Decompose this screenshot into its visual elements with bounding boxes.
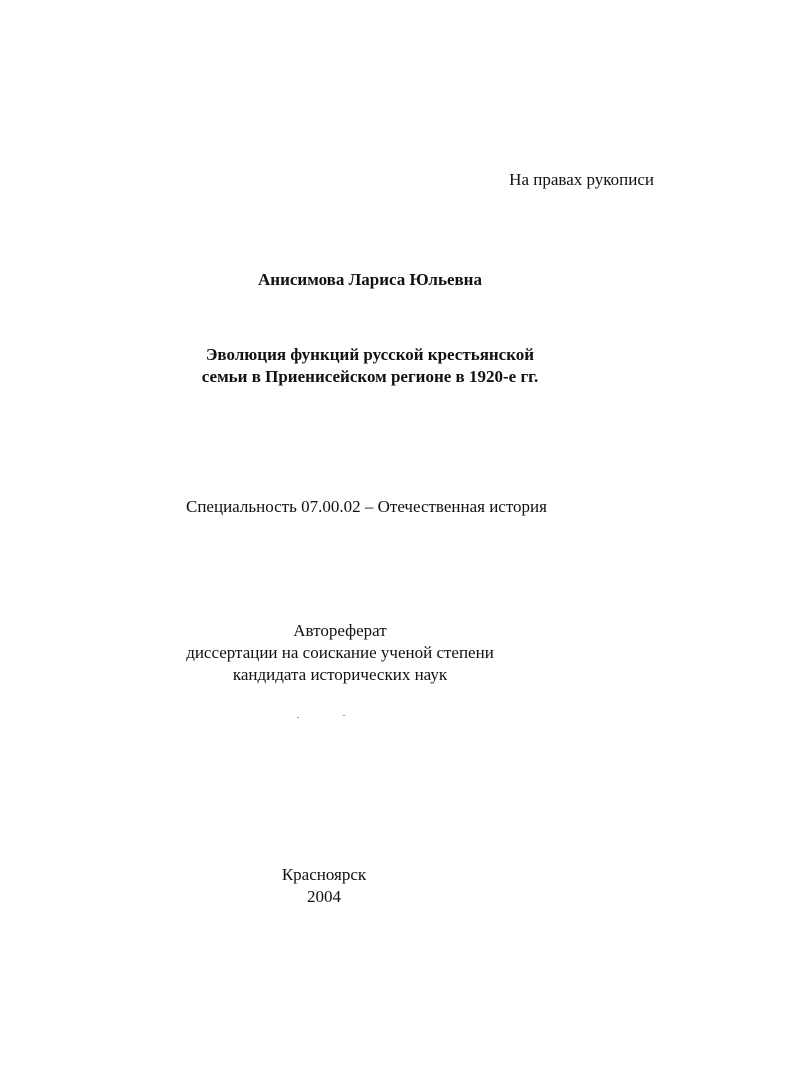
abstract-line-2: диссертации на соискание ученой степени <box>186 643 494 662</box>
abstract-description <box>0 620 680 686</box>
place-and-year <box>0 864 648 908</box>
manuscript-note: На правах рукописи <box>509 170 654 189</box>
abstract-line-1: Автореферат <box>293 621 387 640</box>
title-line-1: Эволюция функций русской крестьянской <box>205 345 535 364</box>
abstract-line-3: кандидата исторических наук <box>232 665 448 684</box>
scan-specks <box>295 715 355 719</box>
year: 2004 <box>307 887 341 906</box>
specialty-line: Специальность 07.00.02 – Отечественная история <box>186 497 547 516</box>
city: Красноярск <box>281 865 367 884</box>
title-line-2: семьи в Приенисейском регионе в 1920-е гг. <box>201 367 539 386</box>
author-name: Анисимова Лариса Юльевна <box>258 270 482 289</box>
dissertation-title <box>0 344 740 388</box>
scan-speck <box>343 715 345 716</box>
scan-speck <box>297 717 299 718</box>
